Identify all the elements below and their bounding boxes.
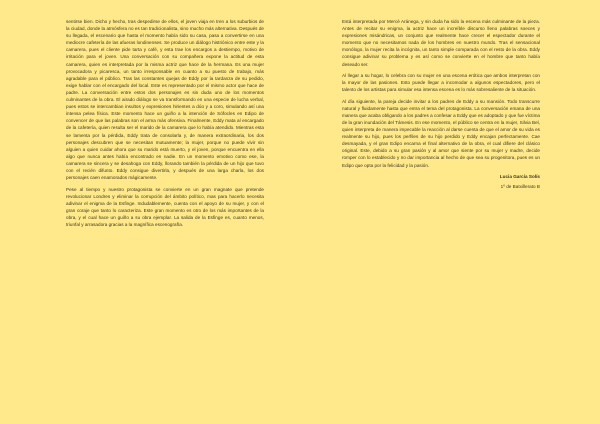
author-name: Lucia García Solís [499, 174, 540, 180]
right-paragraph-2: Al llegar a su hogar, lo celebra con su mujer en una escena erótica que ambos interpretan con la mayor de las pasiones. Esto puede llegar a incomodar a algunos espectadores, pero el talento de los artistas para simular esa intensa escena es lo más sobresaliente de la situación. [342, 73, 540, 93]
right-column [342, 18, 540, 190]
right-paragraph-1: Está interpretada por Mercè Aránega, y sin duda ha sido la escena más culminante de la pieza. Antes de recitar su enigma, la actriz hace un increíble discurso lleno palabras soeces y expresiones misándricas, un conjunto que realmente hace crecer el espectador durante el momento que no necesitamos nada de los hombres en nuestro mundo. Tras el sensacional monólogo, la mujer recita la incógnita, un tanto simple comparada con el resto de la obra. Eddy consigue adivinar su problema y es así como se convierte en el hombre que tanto había deseado ser. [342, 19, 540, 67]
signature-block [342, 173, 540, 190]
left-paragraph-1: sentirse bien. Dicho y hecho, tras despedirse de ellos, el joven viaja en tren a los suburbios de la ciudad, donde la atmósfera no es tan tradicionalista, sino mucho más alternativa. Después de su llegada, el escenario que hasta el momento había sido su casa, pasa a convertirse en una mediocre cafetería de las afueras londinenses. Se produce un diálogo histriónico entre este y la camarera, pues el cliente pide tarta y café, y esta trae los encargos a destiempo, motivo de irritación para el joven. Una conversación con su compañera expone la actitud de esta camarera, quien es interpretada por la misma actriz que hace de la hermana. Es una mujer provocadora y picaresca, un tanto irresponsable en cuanto a su puesto de trabajo, más agradable para el público. Tras las constantes quejas de Eddy por la tardanza de su pedido, exige hablar con el encargado del local. Este es representado por el mismo actor que hace de padre. La conversación entre estos dos personajes es sin duda uno de los momentos culminantes de la obra. El airado diálogo se va transformando en una especie de lucha verbal, pues estos se intercambian insultos y expresiones hirientes a dúo y a coro, simulando así una intensa pelea física. Este momento hace un guiño a la intención de Sófocles en Edipo de convencer de que las palabras son el arma más ofensiva. Finalmente, Eddy mata al encargado de la cafetería, quien resulta ser el marido de la camarera que lo había atendido. Mientras esta se lamenta por la pérdida, Eddy trata de consolarla y, de manera extraordinaria, los dos personajes descubren que se necesitan mutuamente; la mujer, porque no puede vivir sin alguien a quien cuidar ahora que su marido está muerto, y el joven, porque encuentra en ella algo que nunca antes había encontrado en nadie. En un momento emotivo como ese, la camarera se sincera y se desahoga con Eddy, llorando también la pérdida de un hijo que tuvo con el recién difunto. Eddy consigue divertirla, y después de una larga charla, los dos personajes caen enamorados mágicamente. [66, 19, 264, 181]
left-column [66, 18, 264, 233]
course-label: 1º de Batxillerato B [500, 184, 540, 190]
left-paragraph-2: Pese al tiempo y nuestro protagonista se convierte en un gran magnate que pretende revolucionar Londres y eliminar la corrupción del ámbito político, mas para hacerlo necesita adivinar el enigma de la Esfinge. Indudablemente, cuenta con el apoyo de su mujer, y con el gran coraje que tanto lo caracteriza. Este gran momento es otro de los más importantes de la obra, y el cual hace un guiño a su obra ejemplar. La salida de la Esfinge es, cuanto menos, triunfal y arrasadora gracias a la magnífica escenografía. [66, 186, 264, 228]
right-paragraph-3: Al día siguiente, la pareja decide invitar a los padres de Eddy a su mansión. Todo transcurre natural y fluidamente hasta que entra el tema del protagonista. La conversación emana de una manera que acaba obligando a los padres a confesar a Eddy que es adoptado y que fue víctima de la gran inundación del Támesis. En ese momento, el público se centra en la mujer, Silvia Bel, quien interpreta de manera impecable la reacción al darse cuenta de que el amor de su vida es realmente su hijo, pues los perfiles de su hijo perdido y Eddy encajan perfectamente. Cae desmayada, y el gran Edipo encarna el final alternativo de la obra, el cual difiere del clásico original. Este, debido a su gran pasión y al amor que siente por su mujer y madre, decide romper con lo establecido y no dar importancia al hecho de que sea su progenitora, pues es un Edipo que opta por la felicidad y la pasión. [342, 98, 540, 168]
